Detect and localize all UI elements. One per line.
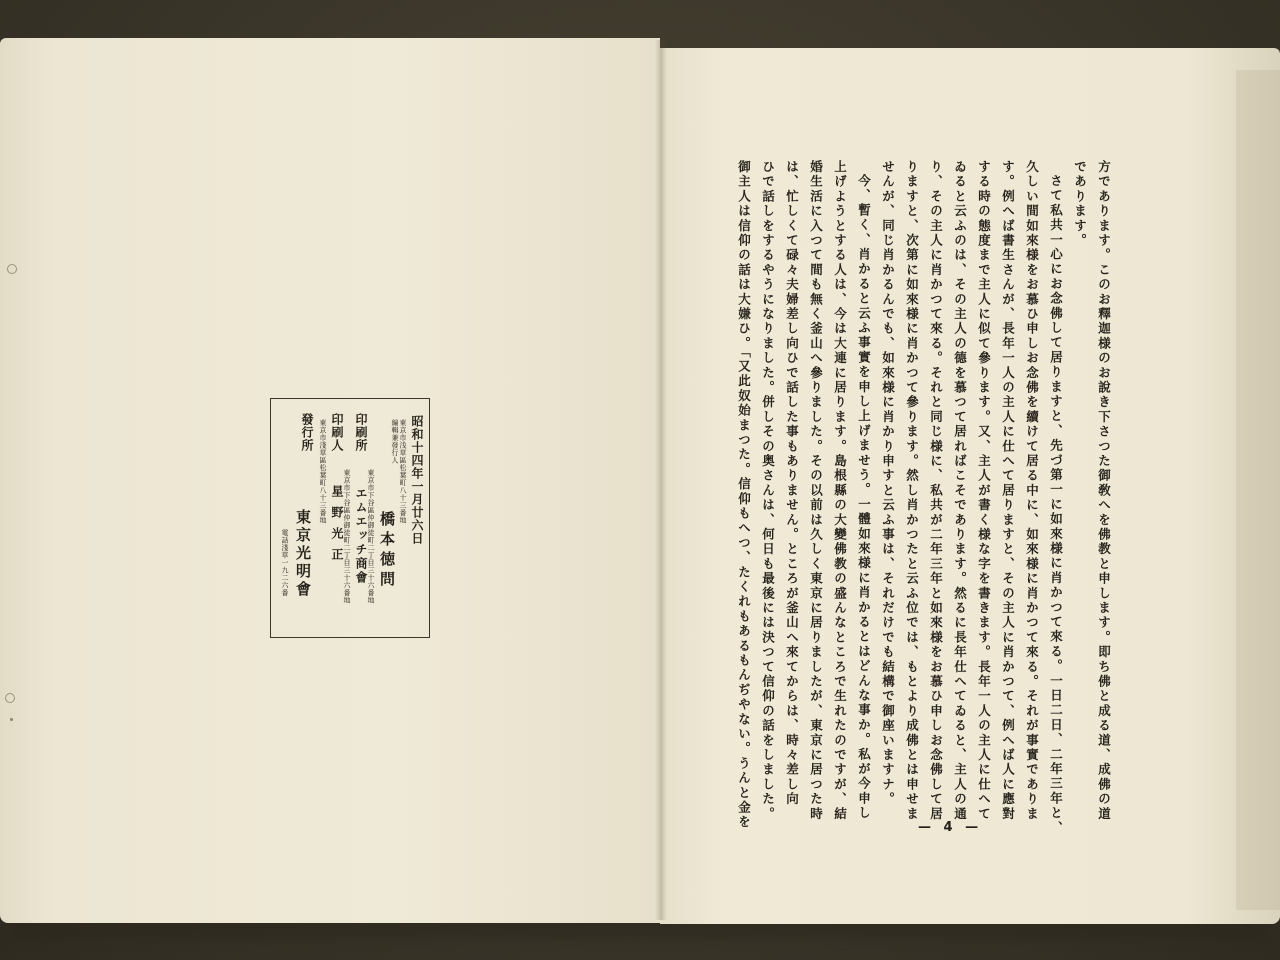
colophon-date: 昭和十四年一月廿六日 [410, 415, 424, 545]
colophon-printshop-address: 東京市下谷區仲御徒町二丁目三十六番地 [367, 469, 375, 604]
body-line: ひで話しをするやうになりました。併しその奥さんは、何日も最後には決つて信仰の話をしました。 [760, 160, 776, 822]
binding-hole-icon [7, 264, 17, 274]
colophon-editor-address: 東京市浅草區松葉町八十三番地 [399, 419, 407, 524]
colophon-publisher-label: 發行所 [300, 413, 314, 452]
body-text [725, 160, 1115, 836]
colophon-printer-label: 印刷人 [330, 413, 344, 452]
colophon-box [270, 398, 430, 638]
body-line: ゐると云ふのは、その主人の德を慕つて居ればこそであります。然るに長年仕へてゐると、主人の通 [952, 160, 968, 822]
body-line: す。例へば書生さんが、長年一人の主人に仕へて居りますと、その主人に肖かつて、例へば人に應對 [1000, 160, 1016, 822]
body-line: であります。 [1072, 160, 1088, 249]
body-line: 久しい間如來様をお慕ひ申しお念佛を續けて居る中に、如來様に肖かつて來る。それが事實でありま [1024, 160, 1040, 822]
body-line: さて私共一心にお念佛して居りますと、先づ第一に如來様に肖かつて來る。一日二日、二年三年と、 [1048, 174, 1064, 836]
center-fold [655, 40, 667, 920]
binding-hole-icon [5, 693, 15, 703]
colophon-editor-name: 橋本徳問 [378, 511, 396, 591]
colophon-printer-address: 東京市下谷區仲御徒町二丁目三十六番地 [343, 469, 351, 604]
page-edge-strip [1236, 70, 1280, 910]
colophon-printshop-name: エムエッチ商會 [354, 487, 368, 585]
page-mark-dot [10, 718, 13, 721]
body-line: り、その主人に肖かつて來る。それと同じ様に、私共が二年三年と如來様をお慕ひ申しお念佛して居 [928, 160, 944, 822]
body-line: する時の態度まで主人に似て參ります。又、主人が書く様な字を書きます。長年一人の主人に仕へて [976, 160, 992, 822]
body-line: りますと、次第に如來様に肖かつて參ります。然し肖かつたと云ふ位では、もとより成佛とは申せま [904, 160, 920, 822]
body-line: 上げようとする人は、今は大連に居ります。島根縣の大變佛教の盛んなところで生れたのですが、結 [832, 160, 848, 822]
colophon-publisher-name: 東京光明會 [294, 509, 312, 599]
body-line: せんが、同じ肖かるんでも、如來様に肖かり申すと云ふ事は、それだけでも結構で御座いますナ。 [880, 160, 896, 807]
colophon-printshop-label: 印刷所 [354, 413, 368, 452]
body-line: 婚生活に入つて間も無く釜山へ參りました。その以前は久しく東京に居りましたが、東京に居つた時 [808, 160, 824, 822]
colophon-publisher-address: 東京市淺草區松葉町八十三番地 [319, 419, 327, 524]
colophon-printer-name: 星野光正 [330, 485, 344, 569]
colophon-editor-role: 編輯兼發行人 [391, 419, 399, 464]
body-line: は、忙しくて碌々夫婦差し向ひで話した事もありません。ところが釜山へ來てからは、時々差し向 [784, 160, 800, 807]
body-line: 方であります。このお釋迦様のお說き下さつた御敎へを佛教と申します。即ち佛と成る道、成佛の道 [1096, 160, 1112, 822]
page-number: — 4 — [918, 820, 983, 835]
body-line: 御主人は信仰の話は大嫌ひ。「又此奴始まつた。信仰もへつ、たくれもあるもんぢやない。うんと金を [736, 160, 752, 830]
body-line: 今、暫く、肖かると云ふ事實を申し上げませう。一體如來様に肖かるとはどんな事か。私が今申し [856, 174, 872, 821]
colophon-phone: 電話淺草一九二六番 [281, 529, 289, 597]
